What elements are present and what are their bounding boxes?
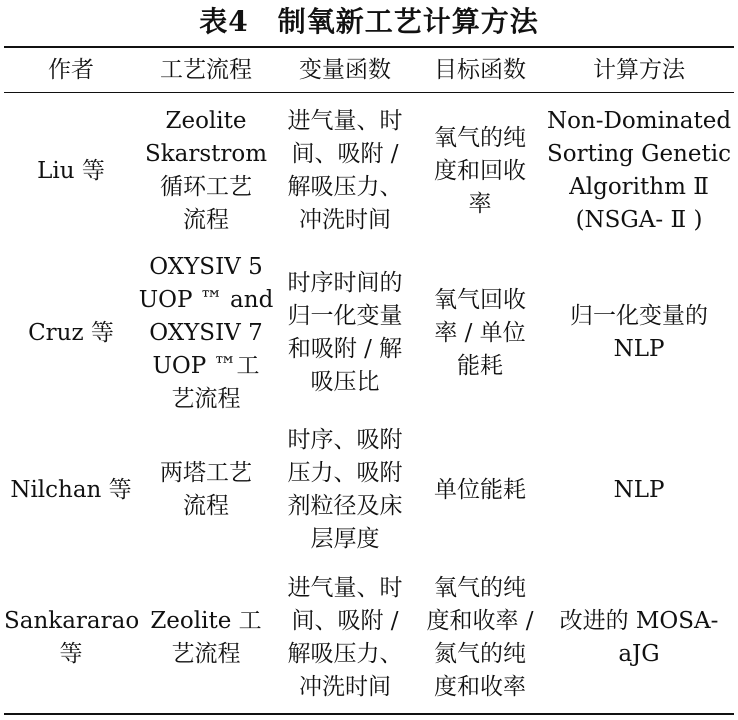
cell-line: UOP ™ and (138, 286, 274, 313)
table-title: 表4 制氧新工艺计算方法 (199, 5, 539, 38)
cell-line: Algorithm Ⅱ (569, 174, 709, 200)
cell-line: 间、吸附 / (291, 608, 399, 634)
cell-line: 能耗 (457, 352, 503, 379)
cell-line: OXYSIV 5 (149, 253, 263, 280)
cell-line: 间、吸附 / (291, 141, 399, 167)
cell-line: 率 (468, 190, 492, 217)
cell-line: 吸压比 (310, 369, 380, 395)
cell-author (4, 563, 138, 714)
cell-objective (416, 563, 544, 714)
cell-line: 度和收率 / (426, 608, 534, 634)
cell-line: 氧气回收 (434, 286, 526, 313)
cell-line: 改进的 MOSA- (559, 608, 719, 634)
cell-line: 率 / 单位 (434, 319, 526, 346)
table-row (4, 93, 734, 250)
cell-line: 度和回收 (434, 157, 526, 184)
cell-author (4, 417, 138, 563)
cell-line: NLP (613, 336, 665, 362)
cell-author (4, 249, 138, 417)
cell-line: 解吸压力、 (287, 174, 403, 200)
cell-objective (416, 93, 544, 250)
cell-line: 流程 (183, 207, 229, 233)
cell-process (138, 249, 274, 417)
cell-author (4, 93, 138, 250)
header-variables: 变量函数 (274, 47, 416, 93)
cell-line: 氧气的纯 (434, 124, 526, 151)
cell-process (138, 93, 274, 250)
cell-objective (416, 249, 544, 417)
cell-line: Zeolite 工 (150, 608, 262, 634)
cell-line: Zeolite (165, 108, 247, 134)
cell-line: Liu 等 (37, 157, 105, 184)
cell-line: 压力、吸附 (287, 460, 403, 486)
header-row (4, 47, 734, 93)
cell-line: 归一化变量的 (570, 303, 708, 329)
cell-line: 时序、吸附 (287, 427, 403, 453)
cell-line: (NSGA- Ⅱ ) (575, 207, 703, 233)
cell-line: Sorting Genetic (547, 141, 731, 167)
cell-process (138, 563, 274, 714)
cell-line: Sankararao (4, 608, 140, 634)
cell-line: OXYSIV 7 (149, 319, 263, 346)
cell-line: 层厚度 (310, 526, 380, 552)
cell-line: 进气量、时 (287, 575, 403, 601)
cell-line: 冲洗时间 (299, 207, 391, 233)
cell-line: Skarstrom (144, 141, 268, 167)
cell-variables (274, 93, 416, 250)
cell-method (544, 563, 734, 714)
cell-line: 剂粒径及床 (287, 493, 403, 519)
cell-variables (274, 563, 416, 714)
header-objective: 目标函数 (416, 47, 544, 93)
cell-process (138, 417, 274, 563)
cell-line: 艺流程 (171, 641, 241, 667)
cell-line: 两塔工艺 (160, 460, 252, 486)
table-row (4, 249, 734, 417)
cell-line: 等 (59, 641, 83, 667)
cell-variables (274, 417, 416, 563)
calculation-methods-table (4, 46, 734, 715)
cell-line: 氧气的纯 (434, 575, 526, 601)
cell-method (544, 93, 734, 250)
cell-line: NLP (613, 476, 665, 503)
cell-method (544, 417, 734, 563)
cell-line: 艺流程 (171, 385, 241, 412)
cell-line: Nilchan 等 (10, 476, 132, 503)
cell-line: 氮气的纯 (434, 641, 526, 667)
cell-line: 度和收率 (434, 674, 526, 700)
cell-method (544, 249, 734, 417)
cell-line: 时序时间的 (287, 270, 403, 296)
cell-line: 冲洗时间 (299, 674, 391, 700)
header-process: 工艺流程 (138, 47, 274, 93)
cell-line: 单位能耗 (434, 476, 526, 503)
cell-line: Cruz 等 (28, 319, 114, 346)
cell-variables (274, 249, 416, 417)
cell-line: 循环工艺 (160, 174, 252, 200)
header-method: 计算方法 (544, 47, 734, 93)
header-author: 作者 (4, 47, 138, 93)
table-row (4, 563, 734, 714)
table-row (4, 417, 734, 563)
cell-line: aJG (618, 641, 660, 667)
cell-line: Non-Dominated (546, 108, 732, 134)
cell-line: 和吸附 / 解 (287, 336, 403, 362)
cell-line: 归一化变量 (287, 303, 403, 329)
cell-line: 流程 (183, 493, 229, 519)
cell-line: UOP ™工 (152, 352, 260, 379)
cell-objective (416, 417, 544, 563)
cell-line: 解吸压力、 (287, 641, 403, 667)
cell-line: 进气量、时 (287, 108, 403, 134)
